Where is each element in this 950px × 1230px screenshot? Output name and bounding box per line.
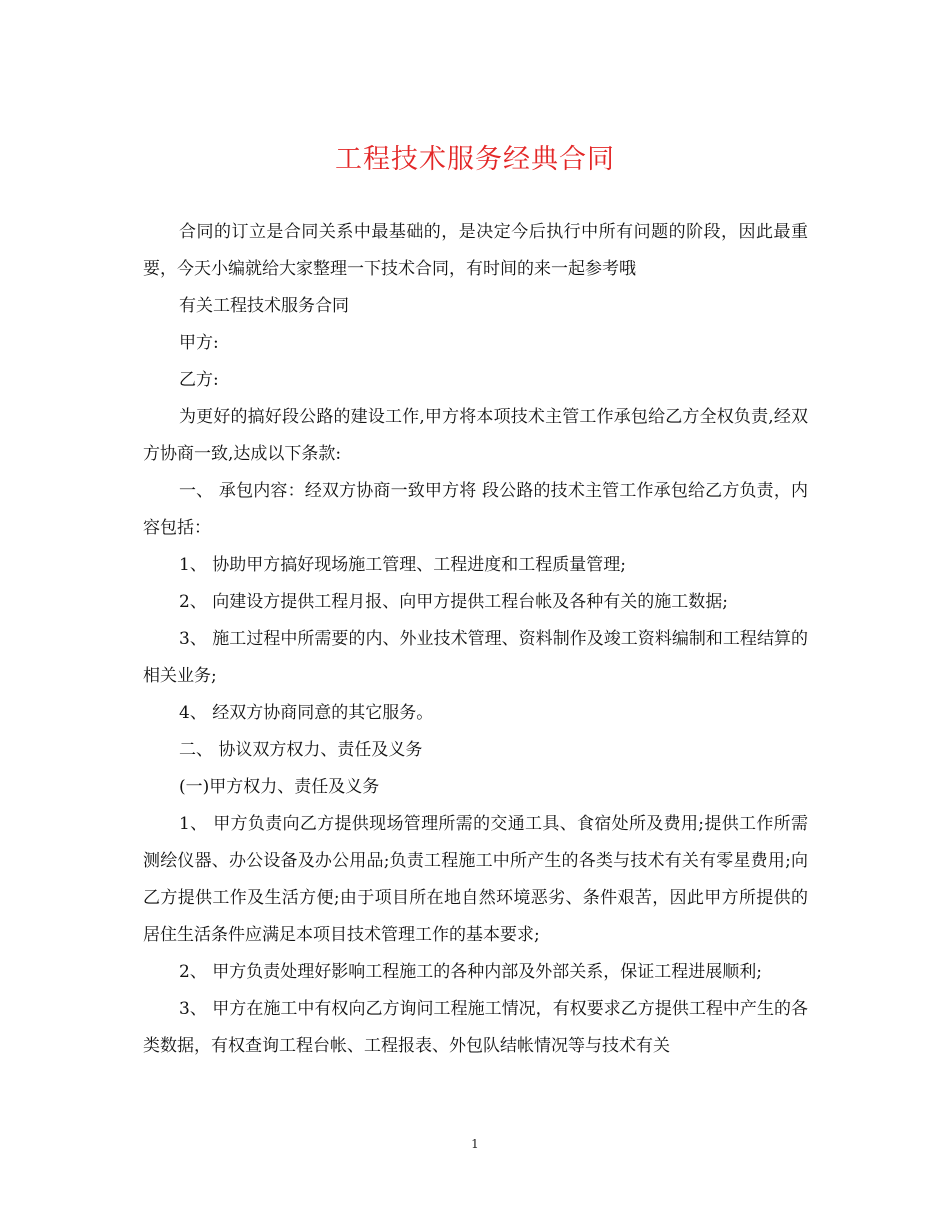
paragraph-item-2: 2、 向建设方提供工程月报、向甲方提供工程台帐及各种有关的施工数据; [179, 592, 728, 612]
document-title: 工程技术服务经典合同 [335, 144, 615, 175]
paragraph-section-1: 一、 承包内容：经双方协商一致甲方将 段公路的技术主管工作承包给乙方负责，内容包括： [143, 481, 808, 538]
paragraph-item-4: 4、 经双方协商同意的其它服务。 [179, 703, 434, 723]
paragraph-intro: 合同的订立是合同关系中最基础的，是决定今后执行中所有问题的阶段，因此最重要，今天小编就给大家整理一下技术合同，有时间的来一起参考哦 [143, 222, 808, 279]
paragraph-party-b: 乙方: [179, 370, 219, 390]
paragraph-a-item-3: 3、 甲方在施工中有权向乙方询问工程施工情况，有权要求乙方提供工程中产生的各类数据，有权查询工程台帐、工程报表、外包队结帐情况等与技术有关 [143, 999, 808, 1056]
page-number: 1 [471, 1137, 479, 1151]
paragraph-item-3: 3、 施工过程中所需要的内、外业技术管理、资料制作及竣工资料编制和工程结算的相关业务; [143, 629, 808, 686]
paragraph-item-1: 1、 协助甲方搞好现场施工管理、工程进度和工程质量管理; [179, 555, 626, 575]
document-body [143, 214, 808, 1065]
paragraph-party-a: 甲方: [179, 333, 219, 353]
paragraph-a-item-1: 1、 甲方负责向乙方提供现场管理所需的交通工具、食宿处所及费用;提供工作所需测绘仪器、办公设备及办公用品;负责工程施工中所产生的各类与技术有关有零星费用;向乙方提供工作及生活方便;由于项目所在地自然环境恶劣、条件艰苦，因此甲方所提供的居住生活条件应满足本项目技术管理工作的基本要求; [143, 814, 808, 945]
paragraph-section-2: 二、 协议双方权力、责任及义务 [179, 740, 423, 760]
paragraph-a-item-2: 2、 甲方负责处理好影响工程施工的各种内部及外部关系，保证工程进展顺利; [179, 962, 762, 982]
paragraph-subsection-a: (一)甲方权力、责任及义务 [179, 777, 380, 797]
paragraph-purpose: 为更好的搞好段公路的建设工作,甲方将本项技术主管工作承包给乙方全权负责,经双方协商一致,达成以下条款: [143, 407, 808, 464]
paragraph-contract-heading: 有关工程技术服务合同 [179, 296, 349, 316]
